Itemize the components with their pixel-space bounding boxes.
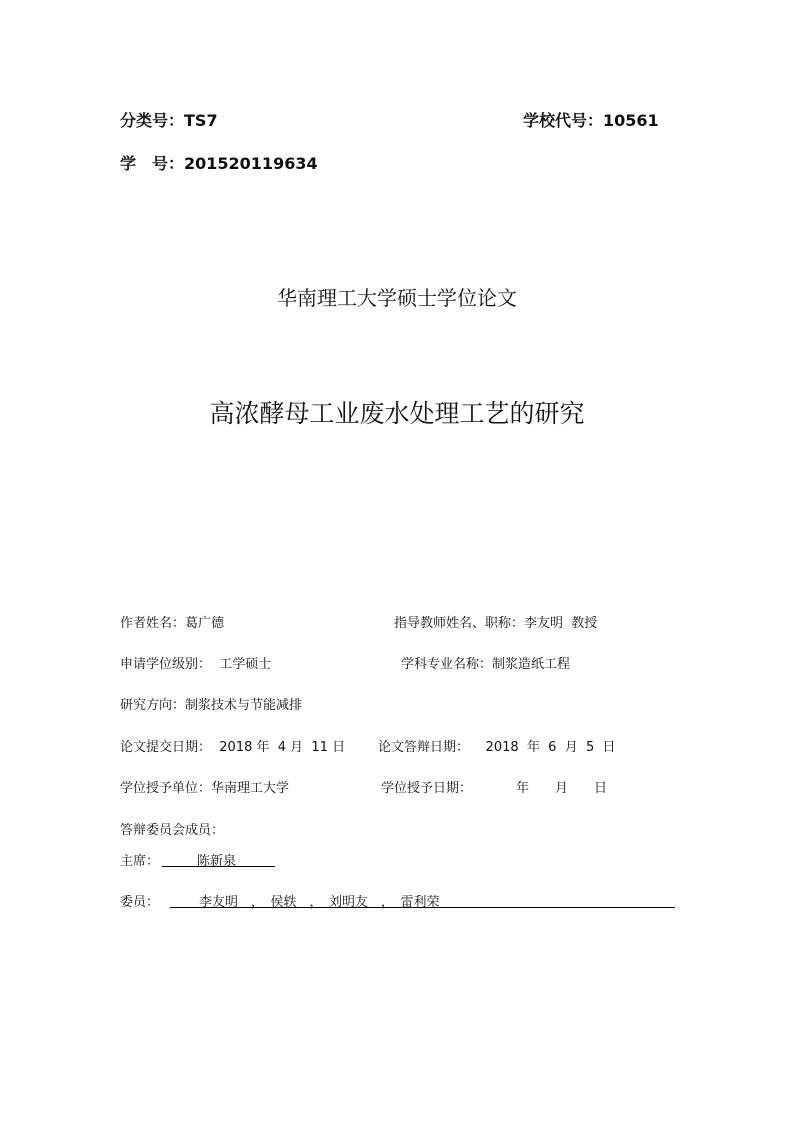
- student-id: 学 号：201520119634: [120, 154, 318, 173]
- author-label: 作者姓名：: [120, 616, 186, 631]
- grantor-label: 学位授予单位：: [120, 781, 212, 796]
- degree-level-label: 申请学位级别：: [120, 657, 212, 672]
- author-row: [120, 612, 224, 631]
- classification-number: 分类号：TS7: [120, 111, 218, 130]
- defense-date: 2018 年 6 月 5 日: [485, 740, 616, 755]
- advisor-label: 指导教师姓名、职称：: [394, 616, 525, 631]
- advisor-name: 李友明: [524, 616, 564, 631]
- degree-level: 工学硕士: [219, 657, 272, 672]
- grantor-row: [120, 777, 289, 796]
- research-direction: 制浆技术与节能减排: [185, 698, 303, 713]
- defense-label: 论文答辩日期：: [378, 740, 470, 755]
- major-row: [401, 653, 570, 672]
- school-code: 学校代号：10561: [523, 111, 659, 130]
- defense-date-row: [378, 736, 616, 755]
- research-row: [120, 694, 302, 713]
- committee-label: 答辩委员会成员：: [120, 823, 225, 838]
- chair-name: 陈新泉: [197, 854, 237, 869]
- members-names: 李友明 ， 侯轶 ， 刘明友 ， 雷利荣: [199, 895, 440, 910]
- submit-label: 论文提交日期：: [120, 740, 212, 755]
- author-name: 葛广德: [185, 616, 225, 631]
- research-label: 研究方向：: [120, 698, 186, 713]
- members-label: 委员：: [120, 895, 160, 910]
- degree-level-row: [120, 653, 271, 672]
- chair-row: [120, 850, 159, 869]
- institution-line: 华南理工大学硕士学位论文: [277, 286, 517, 310]
- members-row: [120, 891, 159, 910]
- submit-date: 2018 年 4 月 11 日: [219, 740, 346, 755]
- major-label: 学科专业名称：: [401, 657, 493, 672]
- grant-date-row: [381, 777, 607, 796]
- grant-date-label: 学位授予日期：: [381, 781, 473, 796]
- grant-date: 年 月 日: [516, 781, 608, 796]
- thesis-title: 高浓酵母工业废水处理工艺的研究: [209, 399, 585, 428]
- major-name: 制浆造纸工程: [492, 657, 571, 672]
- submit-date-row: [120, 736, 345, 755]
- advisor-title: 教授: [571, 616, 598, 631]
- chair-label: 主席：: [120, 854, 160, 869]
- grantor-name: 华南理工大学: [211, 781, 290, 796]
- advisor-row: [394, 612, 597, 631]
